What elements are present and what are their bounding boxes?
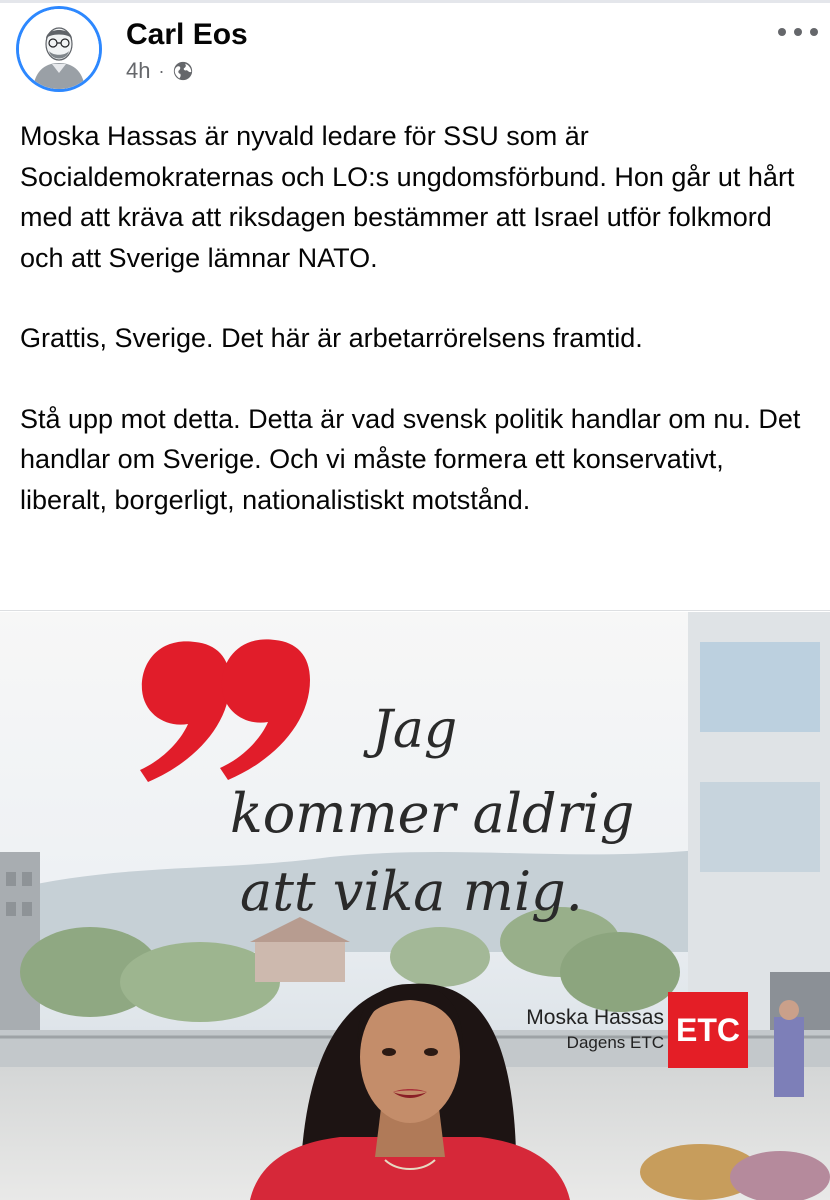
avatar-illustration — [19, 9, 99, 89]
image-credit-name: Moska Hassas — [526, 1006, 664, 1029]
quote-line-1: Jag — [372, 700, 458, 760]
post-paragraph-3: Stå upp mot detta. Detta är vad svensk politik handlar om nu. Det handlar om Sverige. Och vi måste formera ett konservativt, liberalt, borgerligt, nationalistiskt motstånd. — [20, 403, 801, 515]
post-paragraph-2: Grattis, Sverige. Det här är arbetarrörelsens framtid. — [20, 323, 643, 353]
more-dot — [810, 28, 818, 36]
author-avatar[interactable] — [16, 6, 102, 92]
content-divider — [0, 610, 830, 611]
post-image[interactable] — [0, 612, 830, 1200]
etc-logo: ETC — [668, 992, 748, 1068]
globe-icon — [172, 60, 194, 82]
post-meta — [126, 58, 194, 84]
author-name[interactable]: Carl Eos — [126, 18, 248, 51]
meta-separator: · — [158, 60, 165, 81]
post-paragraph-1: Moska Hassas är nyvald ledare för SSU som är Socialdemokraternas och LO:s ungdomsförbund. Hon går ut hårt med att kräva att riksdagen bestämmer att Israel utför folkmord och att Sverige lämnar NATO. — [20, 121, 795, 273]
more-dot — [794, 28, 802, 36]
image-credit-source: Dagens ETC — [566, 1033, 664, 1052]
post-time[interactable]: 4h — [126, 58, 151, 83]
more-options-icon[interactable] — [778, 20, 818, 44]
post-header — [0, 0, 830, 110]
post-body — [20, 116, 810, 520]
quote-line-3: att vika mig. — [240, 860, 583, 923]
quote-line-2: kommer aldrig — [230, 782, 635, 845]
more-dot — [778, 28, 786, 36]
